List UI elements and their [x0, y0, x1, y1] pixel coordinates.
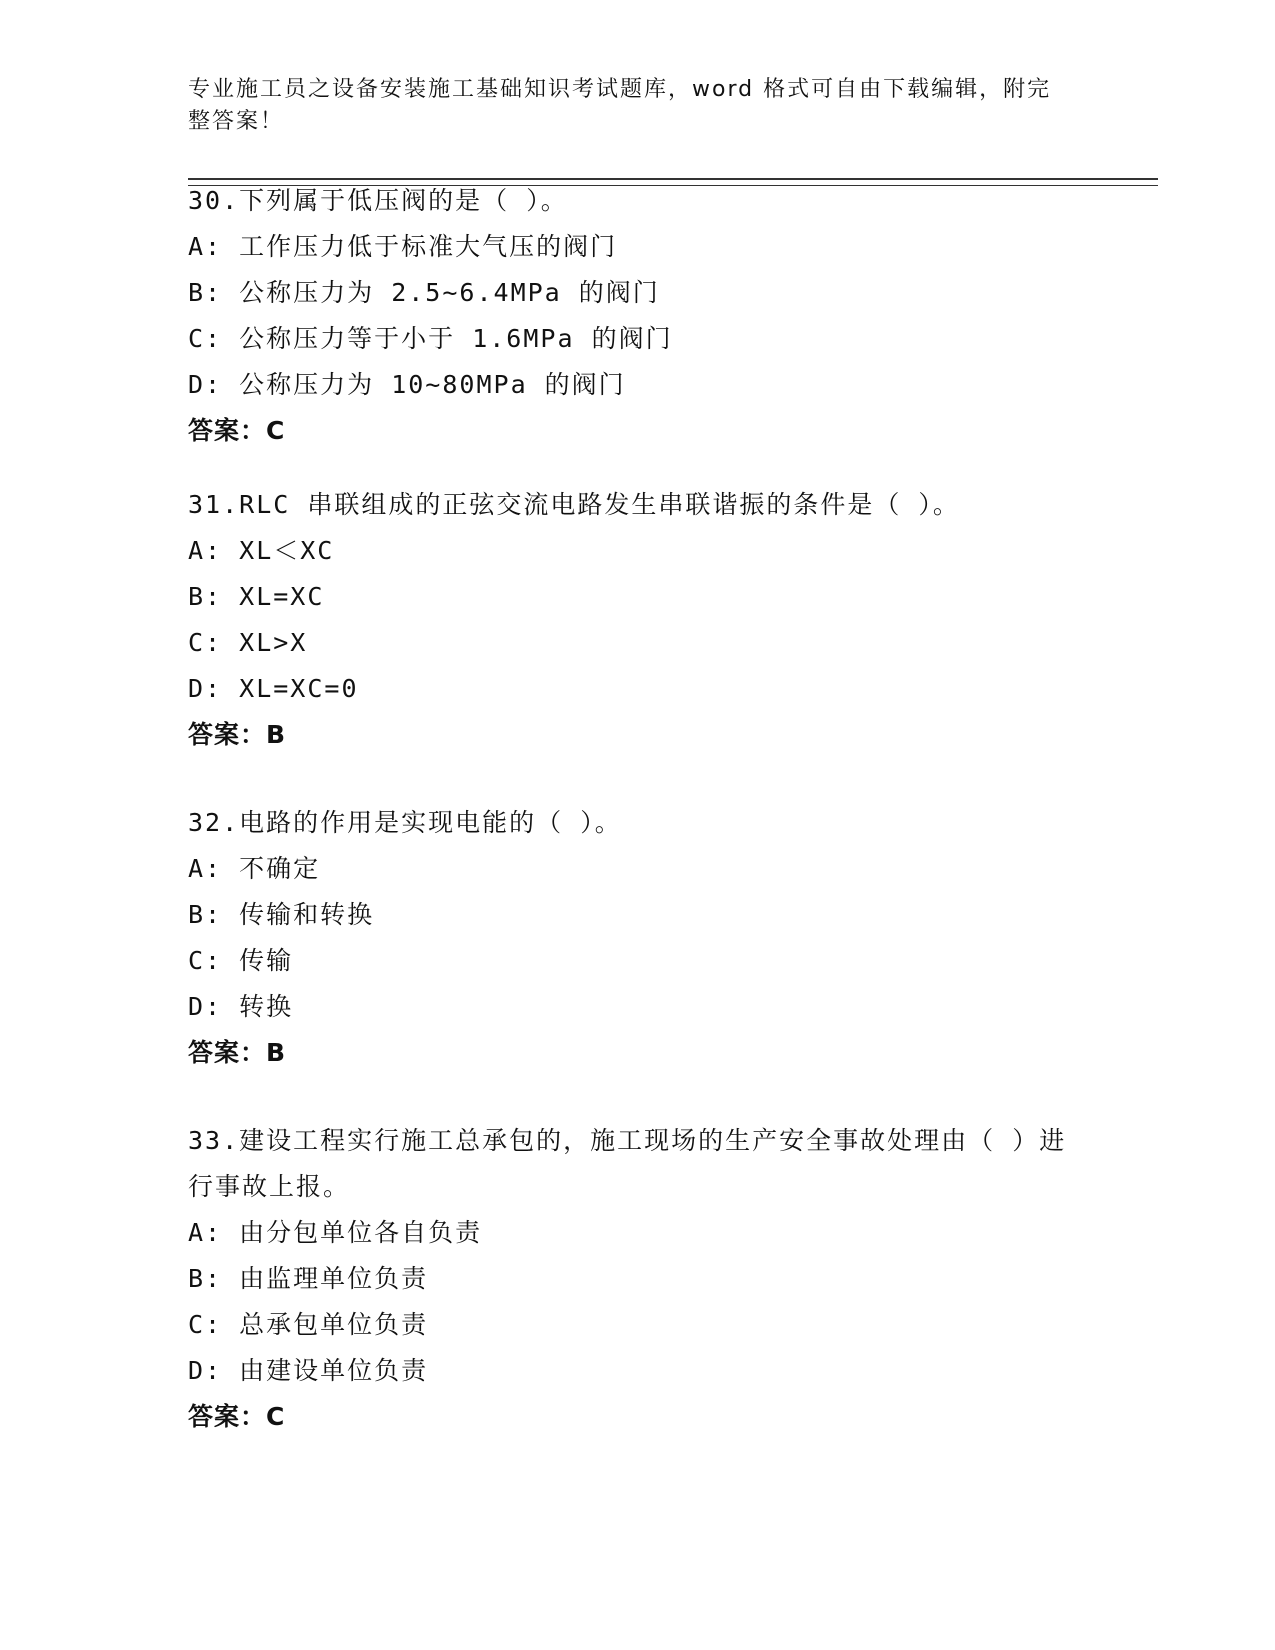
option-b: B: 由监理单位负责: [188, 1264, 429, 1293]
option-d: D: 转换: [188, 992, 294, 1021]
option-a: A: 不确定: [188, 854, 321, 883]
answer-line: 答案：C: [188, 416, 286, 445]
option-d: D: XL=XC=0: [188, 674, 359, 703]
answer-line: 答案：B: [188, 720, 287, 749]
answer-line: 答案：B: [188, 1038, 287, 1067]
option-b: B: 公称压力为 2.5~6.4MPa 的阀门: [188, 278, 660, 307]
option-d: D: 由建设单位负责: [188, 1356, 429, 1385]
option-a: A: 工作压力低于标准大气压的阀门: [188, 232, 618, 261]
option-b: B: XL=XC: [188, 582, 325, 611]
question-33: [188, 1118, 1088, 1440]
option-d: D: 公称压力为 10~80MPa 的阀门: [188, 370, 626, 399]
option-c: C: 传输: [188, 946, 294, 975]
option-a: A: XL＜XC: [188, 536, 335, 565]
option-b: B: 传输和转换: [188, 900, 375, 929]
question-stem: 31.RLC 串联组成的正弦交流电路发生串联谐振的条件是（ ）。: [188, 490, 960, 519]
question-stem: 32.电路的作用是实现电能的（ ）。: [188, 808, 622, 837]
option-c: C: XL>X: [188, 628, 308, 657]
answer-line: 答案：C: [188, 1402, 286, 1431]
question-stem: 30.下列属于低压阀的是（ ）。: [188, 186, 568, 215]
question-stem: 33.建设工程实行施工总承包的，施工现场的生产安全事故处理由（ ）进行事故上报。: [188, 1126, 1067, 1201]
option-c: C: 公称压力等于小于 1.6MPa 的阀门: [188, 324, 673, 353]
question-31: [188, 482, 1088, 758]
option-a: A: 由分包单位各自负责: [188, 1218, 483, 1247]
option-c: C: 总承包单位负责: [188, 1310, 429, 1339]
document-header: 专业施工员之设备安装施工基础知识考试题库，word 格式可自由下载编辑，附完整答案！: [188, 77, 1052, 134]
question-32: [188, 800, 1088, 1076]
question-30: [188, 178, 1088, 454]
